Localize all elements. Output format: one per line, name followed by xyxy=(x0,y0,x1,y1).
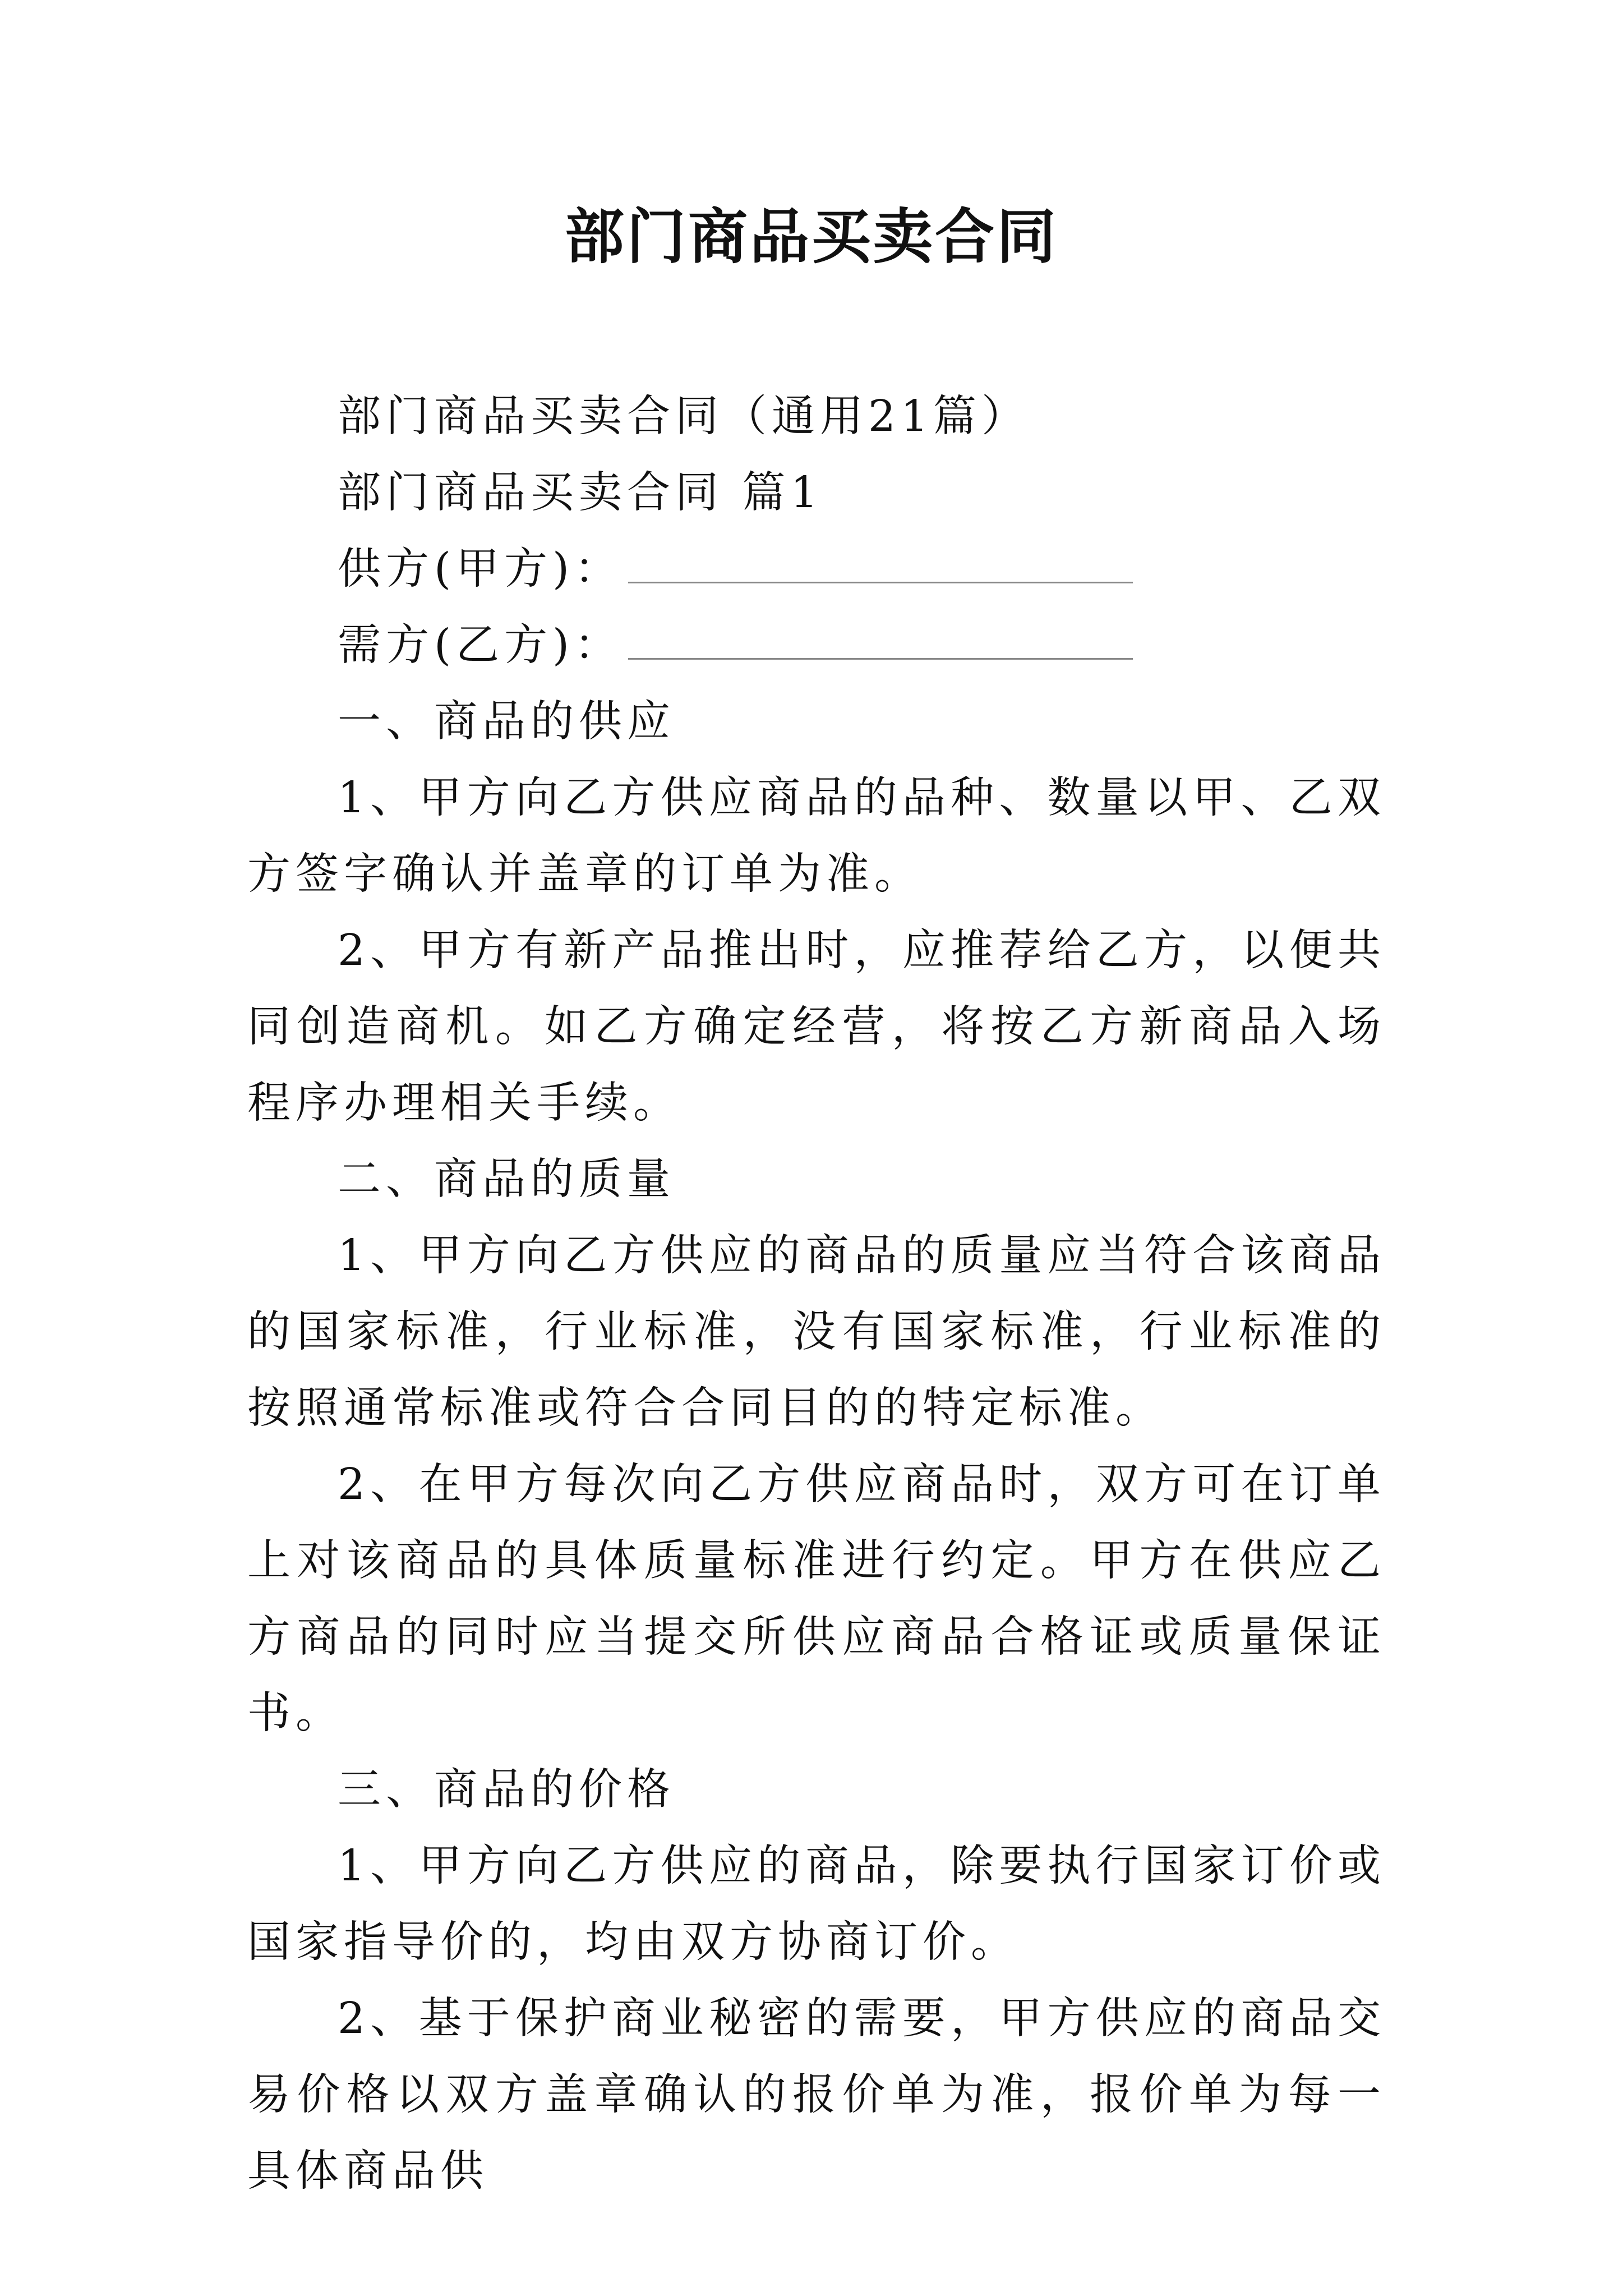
part-heading: 部门商品买卖合同 篇1 xyxy=(338,468,823,518)
supplier-label: 供方(甲方)： xyxy=(338,544,623,594)
section-paragraph: 1、甲方向乙方供应的商品，除要执行国家订价或国家指导价的，均由双方协商订价。 xyxy=(247,1841,1386,1967)
section-paragraph: 1、甲方向乙方供应的商品的质量应当符合该商品的国家标准，行业标准，没有国家标准，行业标准的按照通常标准或符合合同目的的特定标准。 xyxy=(247,1231,1386,1433)
section-heading: 三、商品的价格 xyxy=(338,1765,675,1815)
document-subtitle: 部门商品买卖合同（通用21篇） xyxy=(338,392,1030,441)
document-body xyxy=(247,379,1386,2210)
section-paragraph: 2、甲方有新产品推出时，应推荐给乙方，以便共同创造商机。如乙方确定经营，将按乙方新商品入场程序办理相关手续。 xyxy=(247,926,1386,1128)
section-paragraph: 2、基于保护商业秘密的需要，甲方供应的商品交易价格以双方盖章确认的报价单为准，报价单为每一具体商品供 xyxy=(247,1994,1386,2196)
supplier-line xyxy=(247,531,1386,608)
document-title: 部门商品买卖合同 xyxy=(565,201,1058,272)
buyer-line xyxy=(247,608,1386,684)
buyer-blank-field xyxy=(628,613,1133,660)
supplier-blank-field xyxy=(628,537,1133,583)
buyer-label: 需方(乙方)： xyxy=(338,620,623,670)
section-heading: 二、商品的质量 xyxy=(338,1154,675,1204)
section-paragraph: 2、在甲方每次向乙方供应商品时，双方可在订单上对该商品的具体质量标准进行约定。甲方在供应乙方商品的同时应当提交所供应商品合格证或质量保证书。 xyxy=(247,1460,1386,1738)
section-heading: 一、商品的供应 xyxy=(338,697,675,747)
section-paragraph: 1、甲方向乙方供应商品的品种、数量以甲、乙双方签字确认并盖章的订单为准。 xyxy=(247,773,1386,899)
